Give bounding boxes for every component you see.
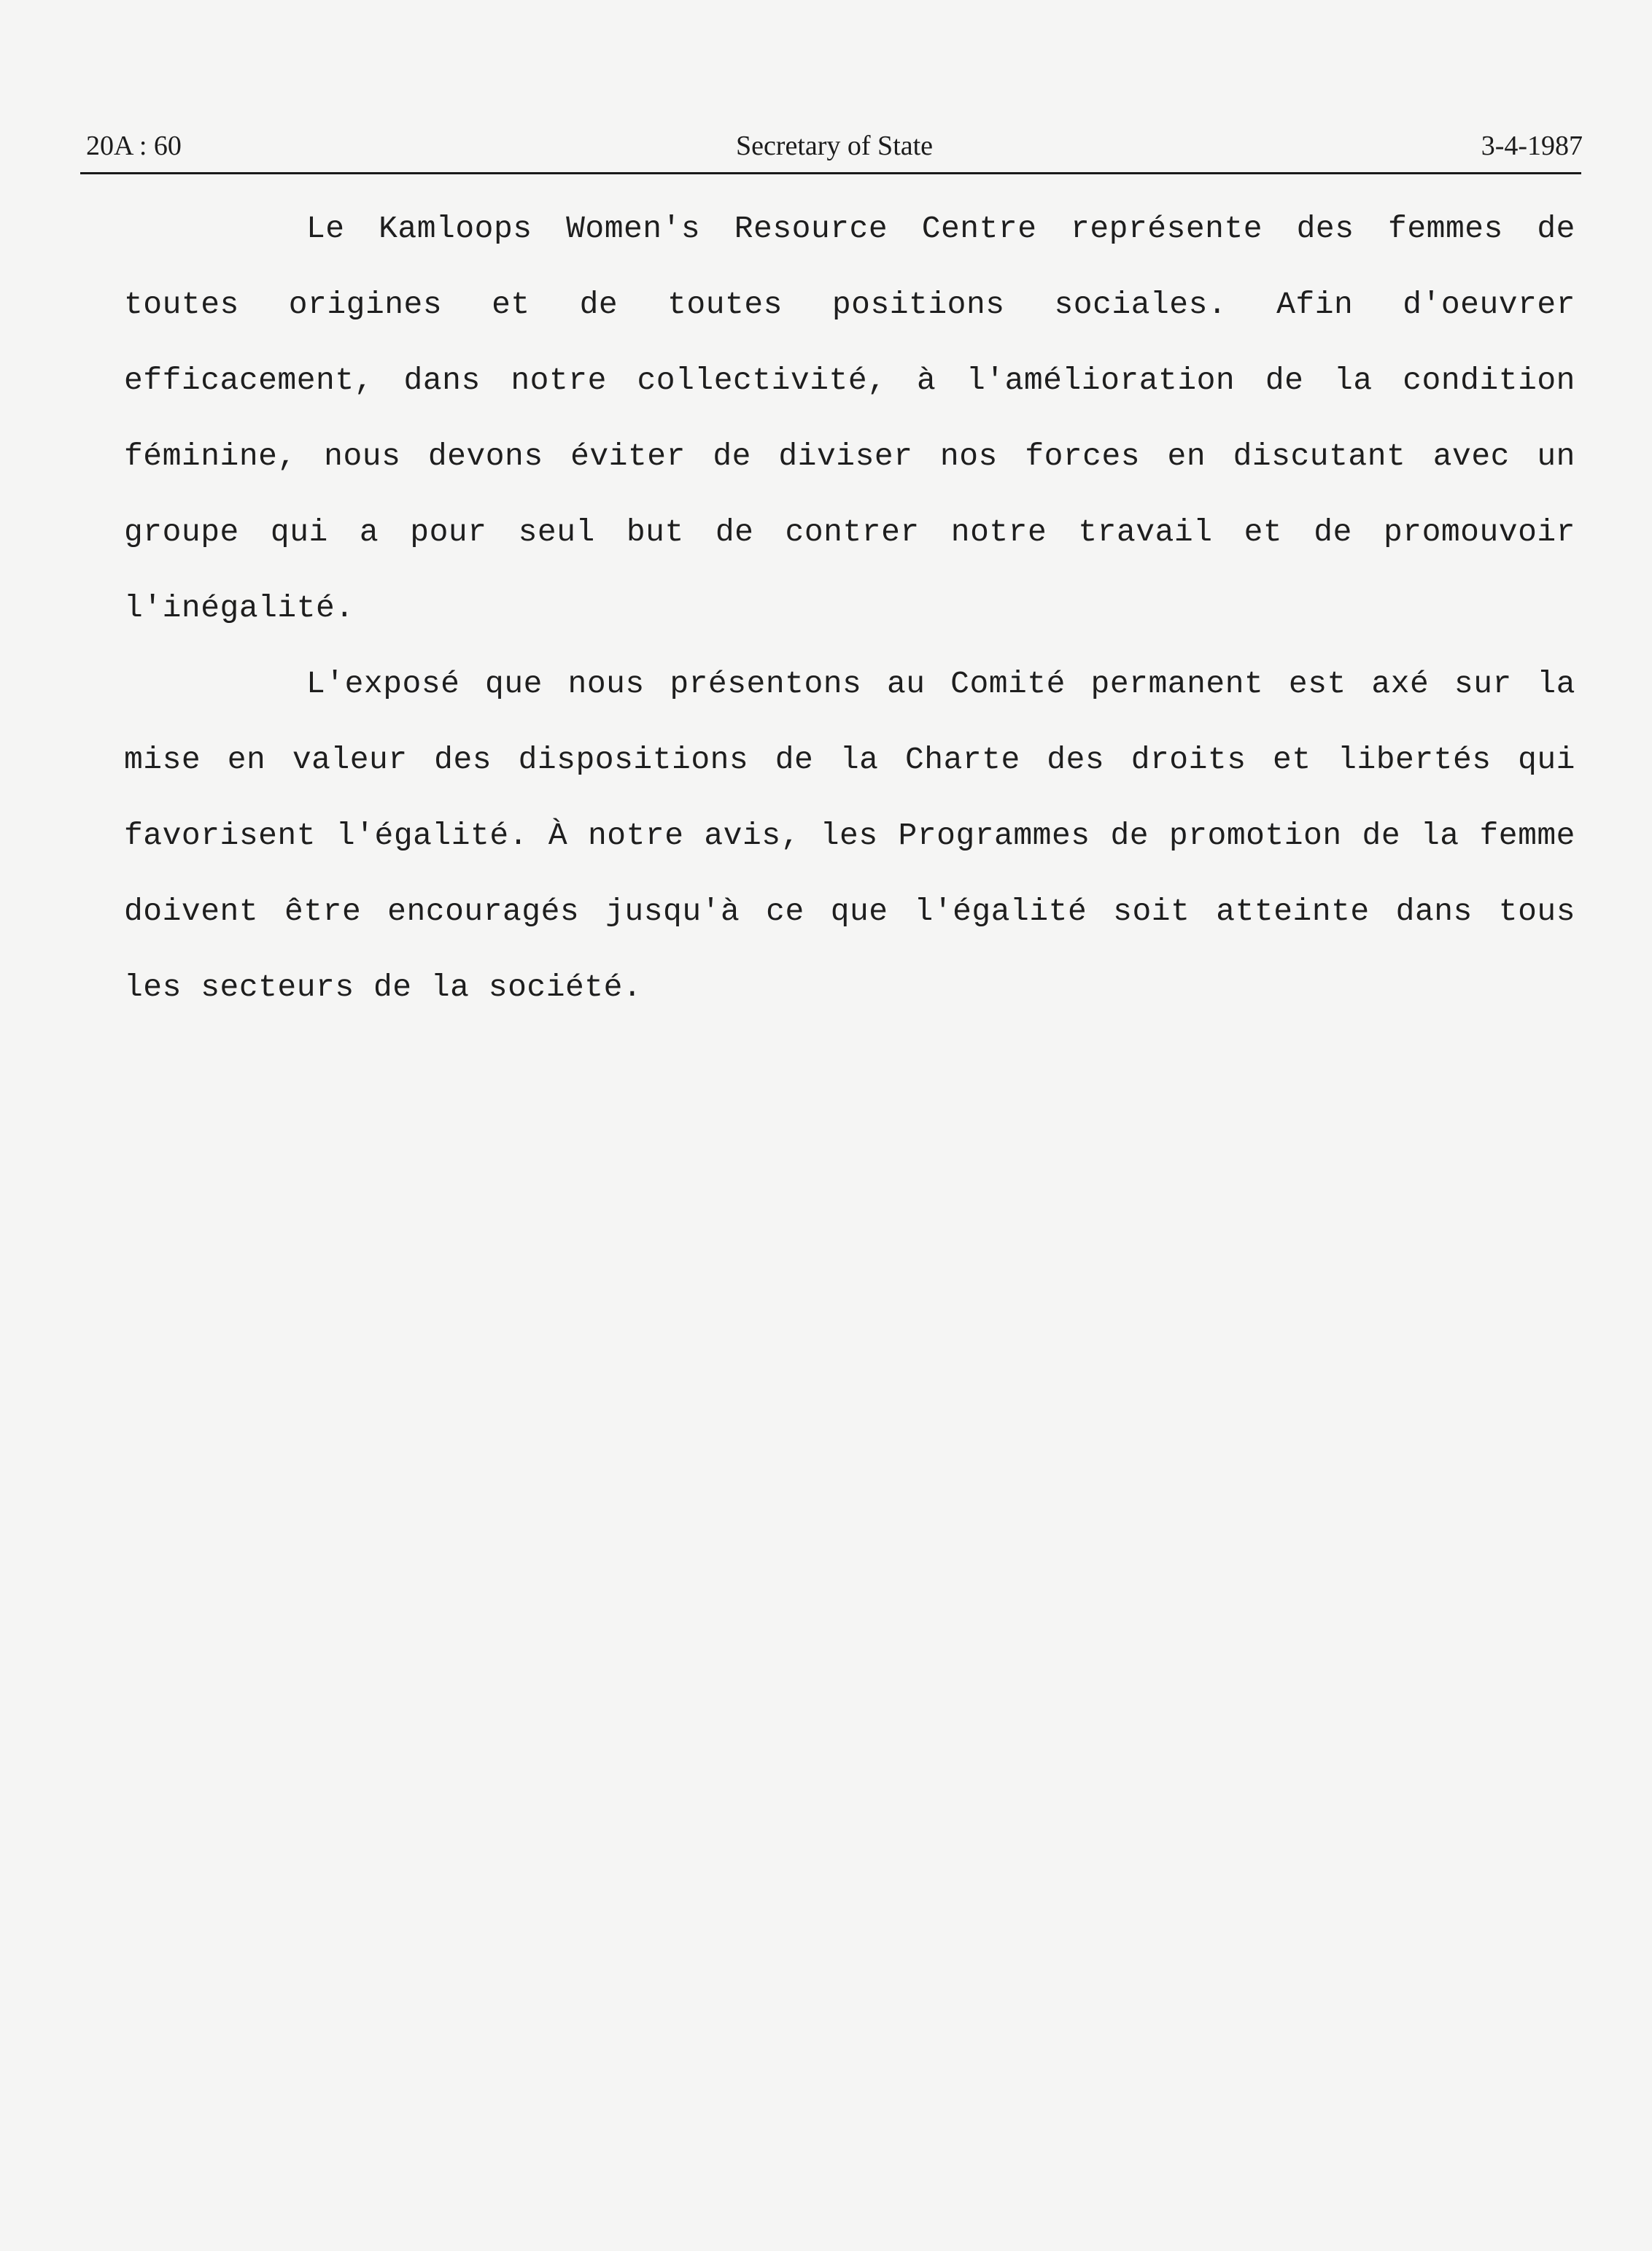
body-text	[124, 191, 1575, 1026]
header-rule	[80, 172, 1581, 174]
paragraph-1: Le Kamloops Women's Resource Centre représente des femmes de toutes origines et de toutes positions sociales. Afin d'oeuvrer efficacement, dans notre collectivité, à l'amélioration de la condition féminine, nous devons éviter de diviser nos forces en discutant avec un groupe qui a pour seul but de contrer notre travail et de promouvoir l'inégalité.	[124, 211, 1575, 626]
page-date: 3-4-1987	[1481, 131, 1583, 161]
page-header	[86, 130, 1583, 174]
page-number: 20A : 60	[86, 131, 182, 161]
paragraph-2: L'exposé que nous présentons au Comité permanent est axé sur la mise en valeur des dispositions de la Charte des droits et libertés qui favorisent l'égalité. À notre avis, les Programmes de promotion de la femme doivent être encouragés jusqu'à ce que l'égalité soit atteinte dans tous les secteurs de la société.	[124, 666, 1575, 1005]
publication-title: Secretary of State	[735, 131, 934, 161]
